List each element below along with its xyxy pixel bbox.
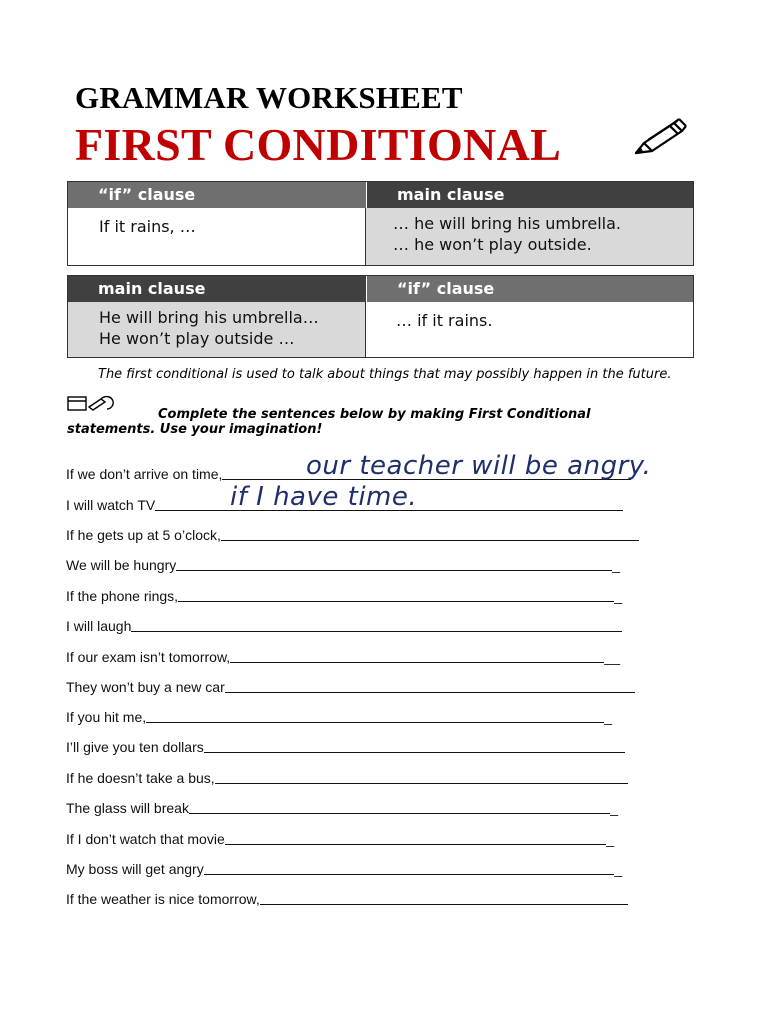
explanation-text: The first conditional is used to talk about things that may possibly happen in the future. xyxy=(98,367,672,382)
if-clause-cell xyxy=(68,208,366,265)
answer-blank-tail: _ xyxy=(604,709,612,725)
answer-blank[interactable] xyxy=(131,616,622,632)
worksheet-subtitle: FIRST CONDITIONAL xyxy=(75,119,562,170)
if-clause-cell xyxy=(366,302,693,357)
exercise-prompt: I will watch TV xyxy=(66,497,156,513)
exercise-prompt: If he gets up at 5 o’clock, xyxy=(66,527,221,543)
main-clause-cell xyxy=(68,302,366,357)
exercise-prompt: I will laugh xyxy=(66,618,132,634)
main-clause-header: main clause xyxy=(366,182,693,208)
exercise-prompt: If our exam isn’t tomorrow, xyxy=(66,649,231,665)
instructions-text: Complete the sentences below by making First Conditional statements. Use your imagination! xyxy=(67,407,591,437)
main-clause-example-2: … he won’t play outside. xyxy=(393,235,592,254)
exercise-prompt: If I don’t watch that movie xyxy=(66,831,225,847)
exercise-row xyxy=(66,888,628,908)
exercise-prompt: If we don’t arrive on time, xyxy=(66,466,223,482)
exercise-row xyxy=(66,858,622,878)
answer-blank[interactable] xyxy=(176,555,612,571)
exercise-row xyxy=(66,585,622,605)
exercise-row xyxy=(66,828,614,848)
answer-blank-tail: __ xyxy=(604,649,620,665)
worksheet-title: GRAMMAR WORKSHEET xyxy=(75,80,463,115)
exercise-prompt: My boss will get angry xyxy=(66,861,204,877)
exercise-prompt: We will be hungry xyxy=(66,557,177,573)
main-clause-cell xyxy=(366,208,693,265)
exercise-prompt: The glass will break xyxy=(66,800,189,816)
answer-blank[interactable] xyxy=(178,586,614,602)
handwritten-answer-1: our teacher will be angry. xyxy=(306,451,652,481)
main-clause-example-2: He won’t play outside … xyxy=(99,329,295,348)
main-clause-example-1: He will bring his umbrella… xyxy=(99,308,319,327)
exercise-row xyxy=(66,646,620,666)
answer-blank[interactable] xyxy=(225,829,606,845)
exercise-prompt: If the phone rings, xyxy=(66,588,179,604)
answer-blank[interactable] xyxy=(204,859,614,875)
if-clause-header: “if” clause xyxy=(366,276,693,302)
answer-blank[interactable] xyxy=(215,768,628,784)
exercise-row xyxy=(66,615,622,635)
handwritten-answer-2: if I have time. xyxy=(230,482,418,512)
if-clause-example: … if it rains. xyxy=(396,311,493,330)
exercise-prompt: If he doesn’t take a bus, xyxy=(66,770,215,786)
main-clause-example-1: … he will bring his umbrella. xyxy=(393,214,621,233)
main-first-table xyxy=(67,275,694,358)
answer-blank[interactable] xyxy=(146,707,604,723)
exercise-prompt: I’ll give you ten dollars xyxy=(66,739,204,755)
exercise-row xyxy=(66,767,628,787)
main-clause-header: main clause xyxy=(68,276,366,302)
exercise-row xyxy=(66,797,618,817)
answer-blank-tail: _ xyxy=(610,800,618,816)
exercise-prompt: If the weather is nice tomorrow, xyxy=(66,891,260,907)
exercise-row xyxy=(66,524,639,544)
answer-blank-tail: _ xyxy=(614,588,622,604)
answer-blank-tail: _ xyxy=(614,861,622,877)
exercise-prompt: If you hit me, xyxy=(66,709,147,725)
answer-blank[interactable] xyxy=(260,889,628,905)
exercise-row xyxy=(66,736,625,756)
exercise-row xyxy=(66,554,620,574)
answer-blank[interactable] xyxy=(221,525,639,541)
answer-blank[interactable] xyxy=(204,737,625,753)
exercise-prompt: They won’t buy a new car xyxy=(66,679,225,695)
answer-blank-tail: _ xyxy=(606,831,614,847)
exercise-row xyxy=(66,676,635,696)
exercise-row xyxy=(66,706,612,726)
answer-blank-tail: _ xyxy=(612,557,620,573)
answer-blank[interactable] xyxy=(230,647,604,663)
answer-blank[interactable] xyxy=(225,677,635,693)
if-first-table xyxy=(67,181,694,266)
pencil-icon xyxy=(630,113,688,161)
if-clause-header: “if” clause xyxy=(68,182,366,208)
answer-blank[interactable] xyxy=(189,798,610,814)
if-clause-example: If it rains, … xyxy=(99,217,196,236)
